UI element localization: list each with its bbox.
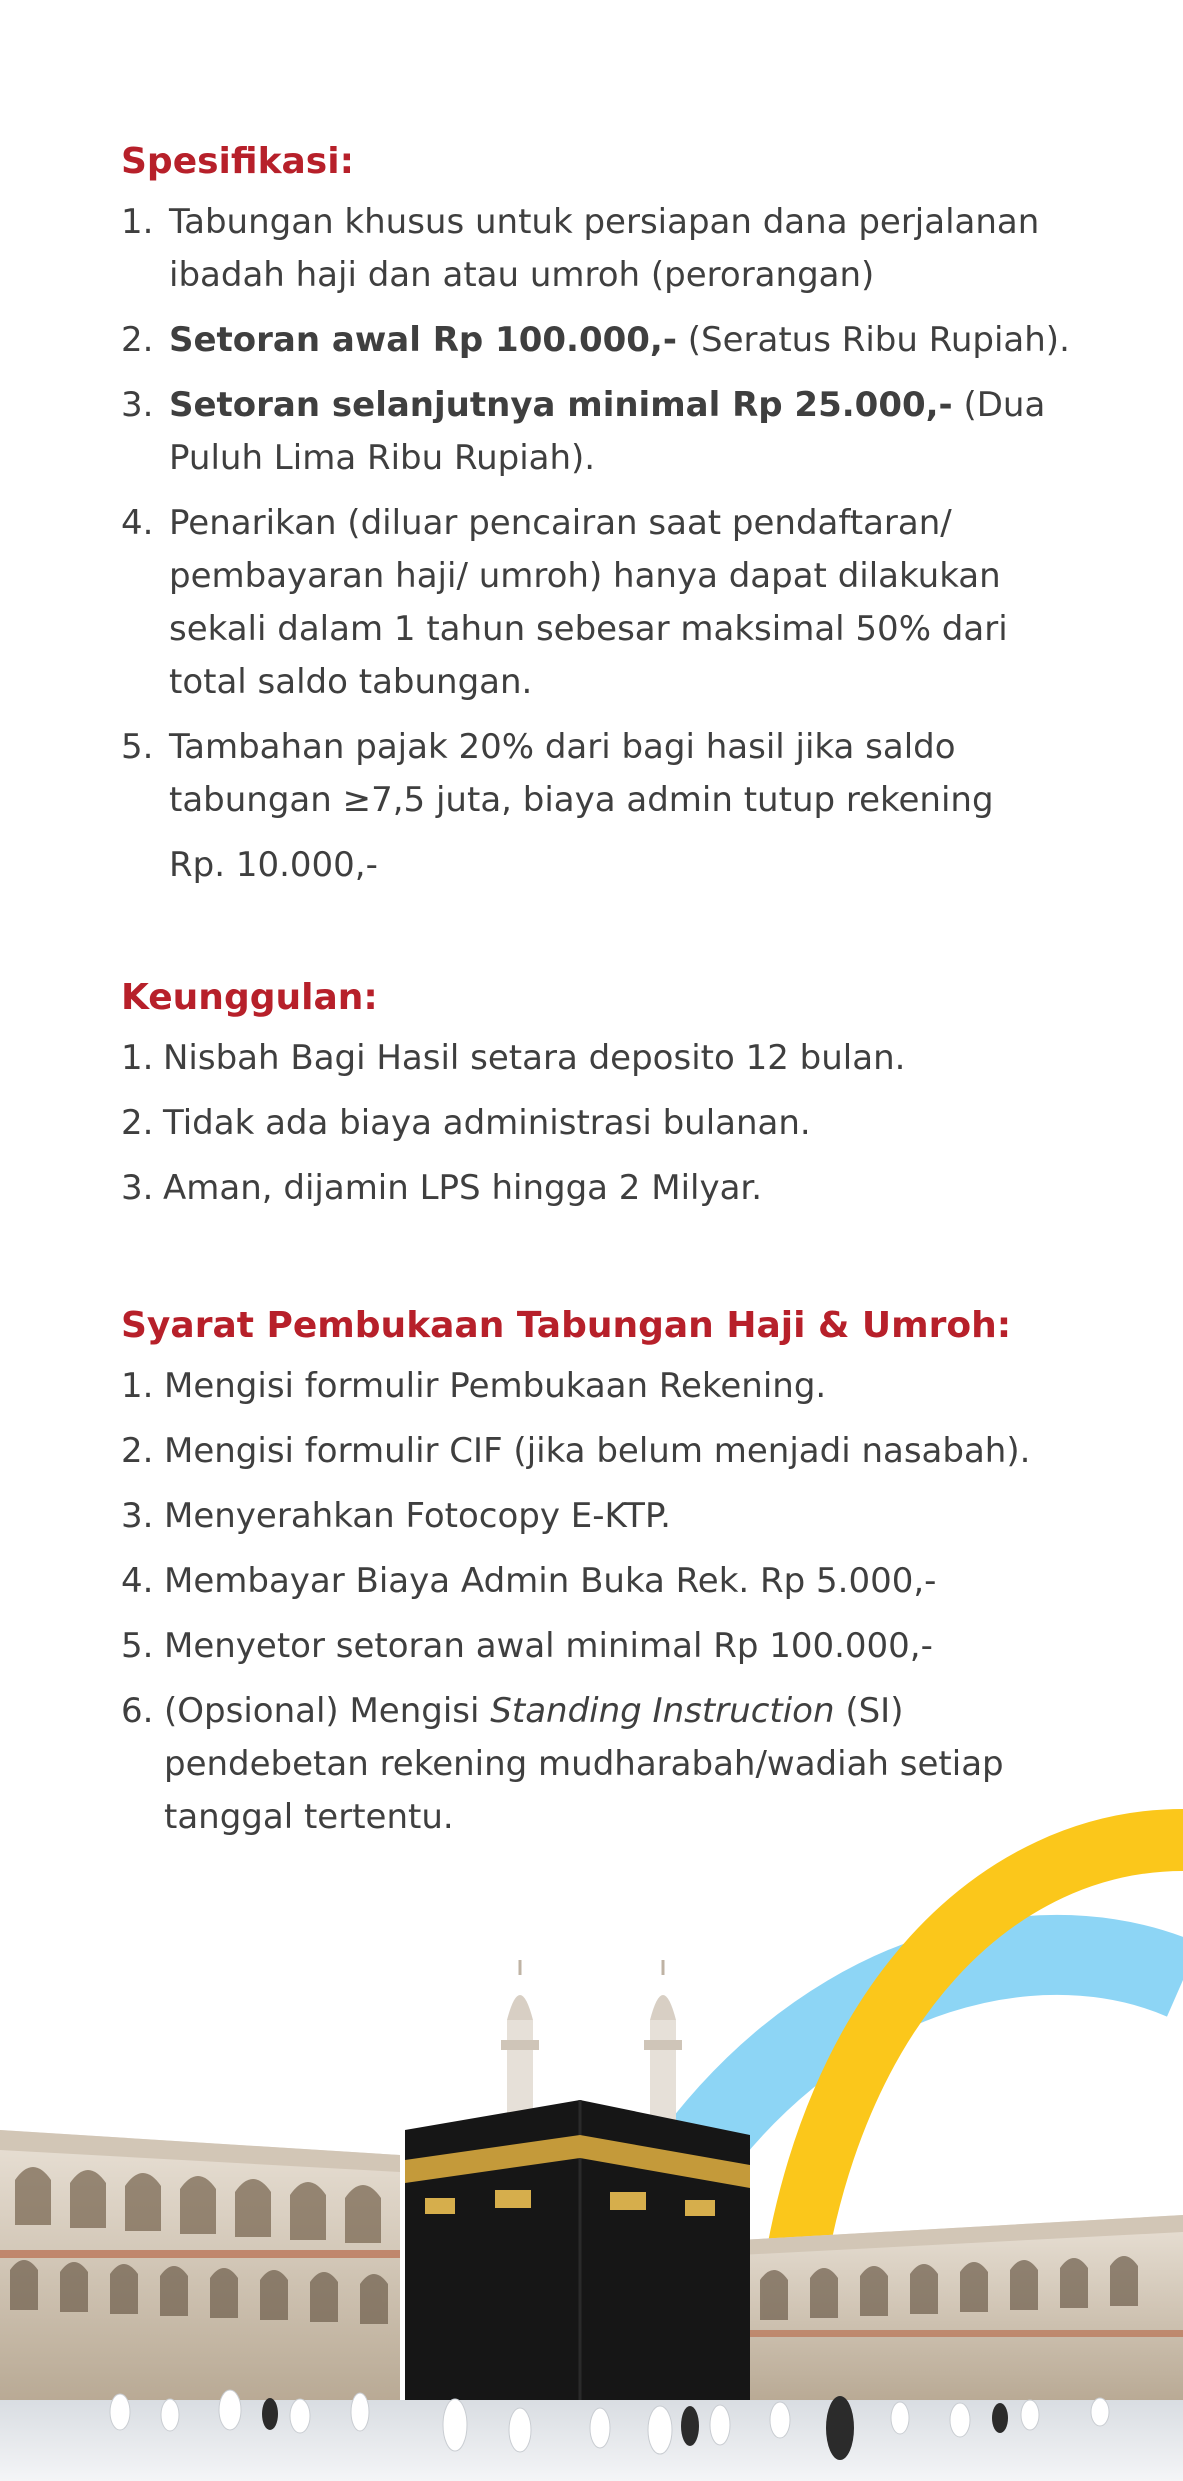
item-number: 1. [121,1038,154,1078]
list-item [121,1097,1081,1150]
item-text: (Seratus Ribu Rupiah). [676,320,1070,360]
list-item [121,497,1081,709]
item-text-fee: Rp. 10.000,- [169,845,378,885]
minaret-left [501,1960,539,2120]
item-number: 2. [121,1103,154,1143]
list-item [121,721,1081,892]
item-text-wrap [169,379,1081,485]
kaaba-illustration [0,1800,1183,2481]
item-number: 3. [121,385,154,425]
item-number: 2. [121,320,154,360]
syarat-heading: Syarat Pembukaan Tabungan Haji & Umroh: [121,1305,1012,1346]
item-number: 5. [121,1626,154,1666]
keunggulan-heading: Keunggulan: [121,977,378,1018]
list-item [121,1360,1081,1413]
item-text: (Dua Puluh Lima Ribu Rupiah). [169,385,1046,478]
syarat-section [121,1304,1081,1844]
list-item [121,379,1081,485]
list-item [121,1620,1081,1673]
minaret-right [644,1960,682,2130]
item-text-italic: Standing Instruction [490,1691,835,1731]
kaaba [405,2100,750,2425]
item-text: Nisbah Bagi Hasil setara deposito 12 bulan. [163,1038,906,1078]
item-text-bold: Setoran awal Rp 100.000,- [169,320,677,360]
item-number: 1. [121,202,154,242]
item-number: 6. [121,1691,154,1731]
item-text-wrap [169,314,1081,367]
keunggulan-section [121,976,1081,1215]
spesifikasi-section [121,140,1081,892]
item-text: (SI) pendebetan rekening mudharabah/wadiah setiap tanggal tertentu. [164,1691,1004,1837]
item-number: 4. [121,1561,154,1601]
item-text: Aman, dijamin LPS hingga 2 Milyar. [163,1168,763,1208]
keunggulan-list [121,1032,1081,1215]
item-text: Mengisi formulir CIF (jika belum menjadi nasabah). [164,1431,1031,1471]
list-item [121,1490,1081,1543]
list-item [121,314,1081,367]
item-text: Mengisi formulir Pembukaan Rekening. [164,1366,827,1406]
item-number: 2. [121,1431,154,1471]
item-text: Tambahan pajak 20% dari bagi hasil jika saldo tabungan ≥7,5 juta, biaya admin tutup rekening [169,727,994,820]
item-number: 3. [121,1496,154,1536]
item-number: 3. [121,1168,154,1208]
item-text-pre: (Opsional) Mengisi [164,1691,491,1731]
spesifikasi-list [121,196,1081,892]
list-item [121,1032,1081,1085]
list-item [121,196,1081,302]
syarat-list [121,1360,1081,1844]
item-text-bold: Setoran selanjutnya minimal Rp 25.000,- [169,385,953,425]
item-text: Menyetor setoran awal minimal Rp 100.000,- [164,1626,933,1666]
list-item [121,1162,1081,1215]
item-text: Menyerahkan Fotocopy E-KTP. [164,1496,671,1536]
spesifikasi-heading: Spesifikasi: [121,141,354,182]
mosque-colonnade-right [740,2215,1183,2400]
item-text: Penarikan (diluar pencairan saat pendaftaran/ pembayaran haji/ umroh) hanya dapat dilakukan sekali dalam 1 tahun sebesar maksimal 50% dari total saldo tabungan. [169,503,1008,702]
item-text: Tabungan khusus untuk persiapan dana perjalanan ibadah haji dan atau umroh (perorangan) [169,202,1040,295]
item-number: 1. [121,1366,154,1406]
mosque-colonnade-left [0,2130,400,2400]
item-text: Tidak ada biaya administrasi bulanan. [163,1103,811,1143]
item-text: Membayar Biaya Admin Buka Rek. Rp 5.000,- [164,1561,937,1601]
item-text-wrap [169,721,1081,892]
item-number: 5. [121,727,154,767]
item-number: 4. [121,503,154,543]
list-item [121,1425,1081,1478]
list-item [121,1555,1081,1608]
